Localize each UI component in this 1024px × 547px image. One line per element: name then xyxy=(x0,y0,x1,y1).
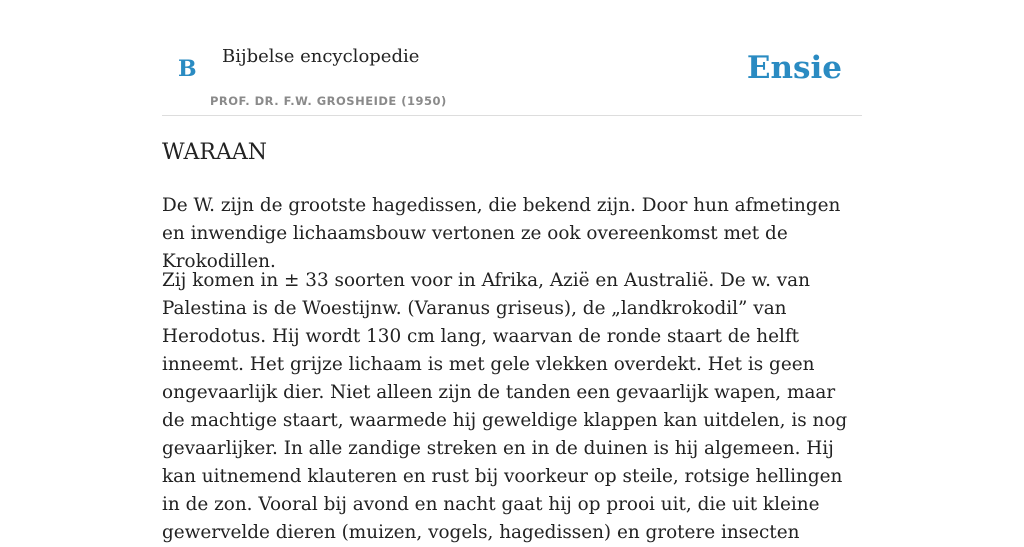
encyclopedia-title[interactable]: Bijbelse encyclopedie xyxy=(222,46,420,67)
ensie-logo-link[interactable]: Ensie xyxy=(746,50,842,86)
entry-paragraph: De W. zijn de grootste hagedissen, die bekend zijn. Door hun afmetingen en inwendige lichaamsbouw vertonen ze ook overeenkomst met de Krokodillen. xyxy=(162,195,841,272)
page-container xyxy=(162,0,862,543)
entry-paragraph: Zij komen in ± 33 soorten voor in Afrika, Azië en Australië. De w. van Palestina is de Woestijnw. (Varanus griseus), de „landkrokodil” van Herodotus. Hij wordt 130 cm lang, waarvan de ronde staart de helft inneemt. Het grijze lichaam is met gele vlekken overdekt. Het is geen ongevaarlijk dier. Niet alleen zijn de tanden een gevaarlijk wapen, maar de machtige staart, waarmede hij geweldige klappen kan uitdelen, is nog gevaarlijker. In alle zandige streken en in de duinen is hij algemeen. Hij kan uitnemend klauteren en rust bij voorkeur op steile, rotsige hellingen in de zon. Vooral bij avond en nacht gaat hij op prooi uit, die uit kleine gewervelde dieren (muizen, vogels, hagedissen) en grotere insecten xyxy=(162,270,848,543)
encyclopedia-header xyxy=(162,0,862,116)
author-credit: PROF. DR. F.W. GROSHEIDE (1950) xyxy=(210,94,447,108)
encyclopedia-logo[interactable]: B xyxy=(178,56,197,82)
entry-title: WARAAN xyxy=(162,140,267,165)
